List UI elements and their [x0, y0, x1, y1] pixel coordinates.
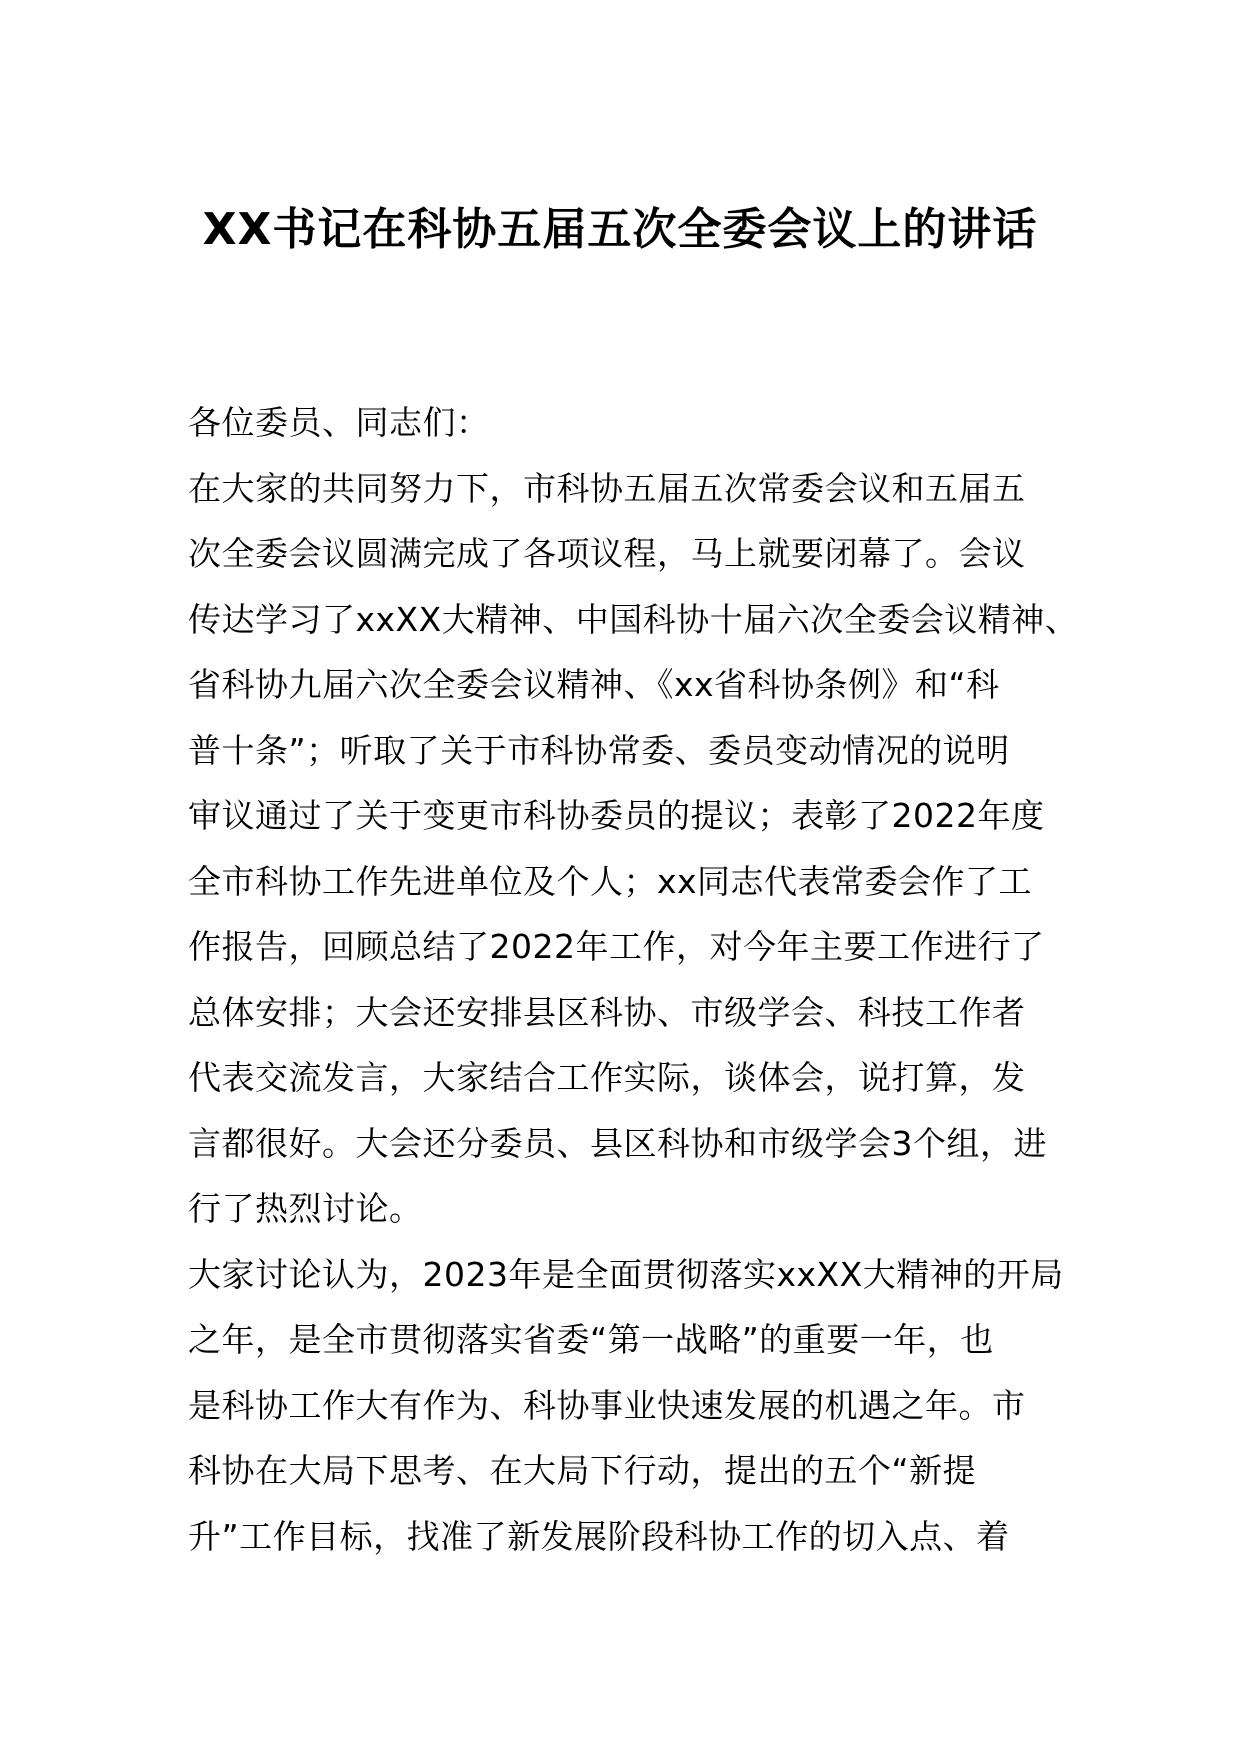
paragraph-line: 全市科协工作先进单位及个人；xx同志代表常委会作了工	[188, 861, 1033, 901]
paragraph-line: 传达学习了xxXX大精神、中国科协十届六次全委会议精神、	[188, 599, 1079, 639]
paragraph-line: 之年，是全市贯彻落实省委“第一战略”的重要一年，也	[188, 1320, 994, 1359]
paragraph-line: 是科协工作大有作为、科协事业快速发展的机遇之年。市	[188, 1385, 1026, 1425]
paragraph-line: 升”工作目标，找准了新发展阶段科协工作的切入点、着	[188, 1516, 1010, 1556]
paragraph-line: 普十条”；听取了关于市科协常委、委员变动情况的说明	[188, 730, 1010, 770]
paragraph-line: 省科协九届六次全委会议精神、《xx省科协条例》和“科	[188, 665, 1000, 704]
paragraph-line: 大家讨论认为，2023年是全面贯彻落实xxXX大精神的开局	[188, 1254, 1064, 1294]
page-title: XX书记在科协五届五次全委会议上的讲话	[202, 204, 1038, 255]
document-body	[188, 390, 1088, 1569]
paragraph-line: 行了热烈讨论。	[188, 1189, 423, 1228]
salutation-line: 各位委员、同志们：	[188, 403, 490, 442]
paragraph-line: 审议通过了关于变更市科协委员的提议；表彰了2022年度	[188, 796, 1045, 835]
paragraph-line: 总体安排；大会还安排县区科协、市级学会、科技工作者	[188, 992, 1026, 1032]
paragraph-line: 代表交流发言，大家结合工作实际，谈体会，说打算，发	[188, 1058, 1026, 1097]
paragraph-line: 作报告，回顾总结了2022年工作，对今年主要工作进行了	[188, 927, 1045, 966]
paragraph-line: 在大家的共同努力下，市科协五届五次常委会议和五届五	[188, 468, 1026, 508]
paragraph-line: 言都很好。大会还分委员、县区科协和市级学会3个组，进	[188, 1123, 1047, 1163]
paragraph-line: 次全委会议圆满完成了各项议程，马上就要闭幕了。会议	[188, 534, 1026, 573]
paragraph-line: 科协在大局下思考、在大局下行动，提出的五个“新提	[188, 1451, 977, 1490]
